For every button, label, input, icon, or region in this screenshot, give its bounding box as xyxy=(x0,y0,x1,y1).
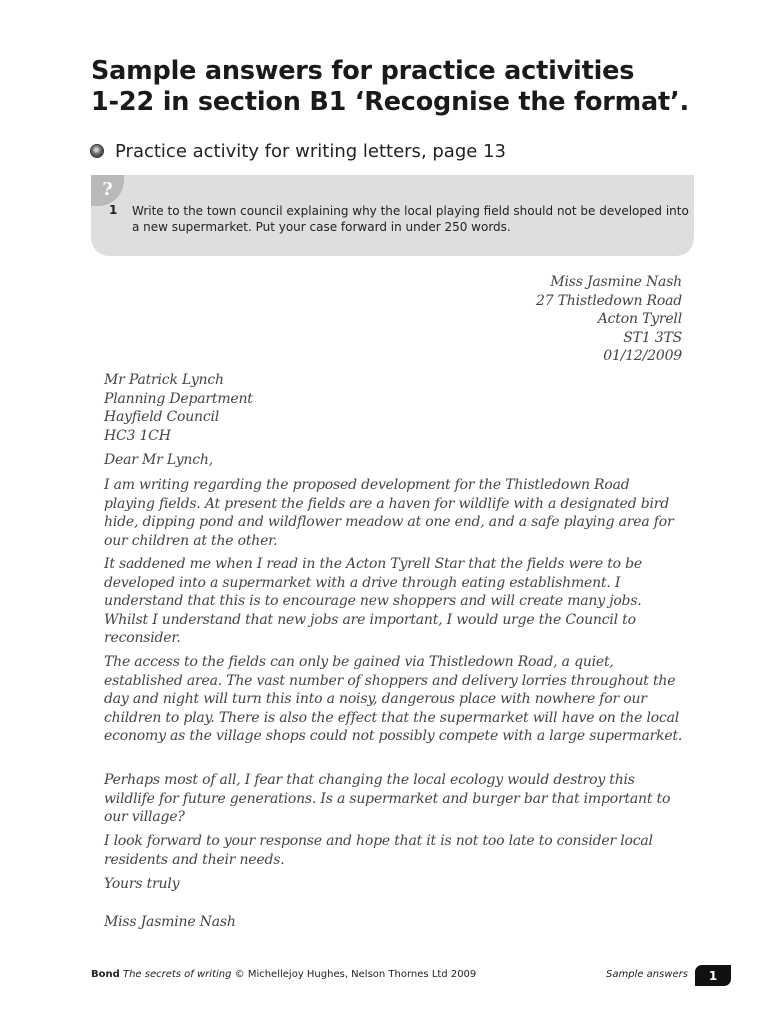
recipient-postcode: HC3 1CH xyxy=(104,427,171,444)
footer-section-label: Sample answers xyxy=(605,969,688,980)
page-number-tab xyxy=(695,965,731,986)
letter-paragraph: I look forward to your response and hope that it is not too late to consider local residents and their needs. xyxy=(104,833,653,868)
footer-book-title: The secrets of writing xyxy=(122,969,232,980)
sender-name: Miss Jasmine Nash xyxy=(550,274,682,290)
recipient-council: Hayfield Council xyxy=(104,409,220,425)
footer-brand: Bond xyxy=(91,969,120,980)
page-title-line-2: 1-22 in section B1 ‘Recognise the format’. xyxy=(91,87,689,117)
letter-closing: Yours truly xyxy=(104,876,180,892)
page-title xyxy=(91,56,731,118)
subheading-text: Practice activity for writing letters, page 13 xyxy=(115,140,506,162)
question-text: Write to the town council explaining why the local playing field should not be developed into a new supermarket. Put your case forward in under 250 words. xyxy=(132,204,689,234)
letter-paragraph: It saddened me when I read in the Acton Tyrell Star that the fields were to be developed into a supermarket with a drive through eating establishment. I understand that this is to encourage new shoppers and will create many jobs. Whilst I understand that new jobs are important, I would urge the Council to reconsider. xyxy=(104,556,642,646)
sender-town: Acton Tyrell xyxy=(597,311,682,327)
question-mark-glyph: ? xyxy=(102,179,113,200)
bullet-icon xyxy=(91,145,103,157)
question-number: 1 xyxy=(109,203,118,217)
question-mark-icon xyxy=(91,175,124,206)
activity-subheading xyxy=(91,138,506,164)
letter-salutation: Dear Mr Lynch, xyxy=(104,452,213,468)
question-box xyxy=(91,175,694,256)
letter-signature: Miss Jasmine Nash xyxy=(104,914,236,930)
letter-paragraph: Perhaps most of all, I fear that changing the local ecology would destroy this wildlife for future generations. Is a supermarket and burger bar that important to our village? xyxy=(104,772,671,825)
sender-postcode: ST1 3TS xyxy=(623,329,682,346)
recipient-address xyxy=(104,371,253,445)
letter-paragraph: I am writing regarding the proposed development for the Thistledown Road playing fields. At present the fields are a haven for wildlife with a designated bird hide, dipping pond and wildflower meadow at one end, and a safe playing area for our children at the other. xyxy=(104,477,674,549)
footer-credit xyxy=(91,969,476,980)
page-number: 1 xyxy=(708,968,718,983)
footer-copyright: © Michellejoy Hughes, Nelson Thornes Ltd 2009 xyxy=(234,969,477,980)
recipient-name: Mr Patrick Lynch xyxy=(104,372,224,388)
page-title-line-1: Sample answers for practice activities xyxy=(91,56,635,86)
recipient-department: Planning Department xyxy=(104,390,253,407)
sender-street: 27 Thistledown Road xyxy=(536,292,682,309)
sender-address xyxy=(536,273,682,366)
letter-date: 01/12/2009 xyxy=(603,348,682,364)
letter-paragraph: The access to the fields can only be gained via Thistledown Road, a quiet, established area. The vast number of shoppers and delivery lorries throughout the day and night will turn this into a noisy, dangerous place with nowhere for our children to play. There is also the effect that the supermarket will have on the local economy as the village shops could not possibly compete with a large supermarket. xyxy=(104,654,683,744)
